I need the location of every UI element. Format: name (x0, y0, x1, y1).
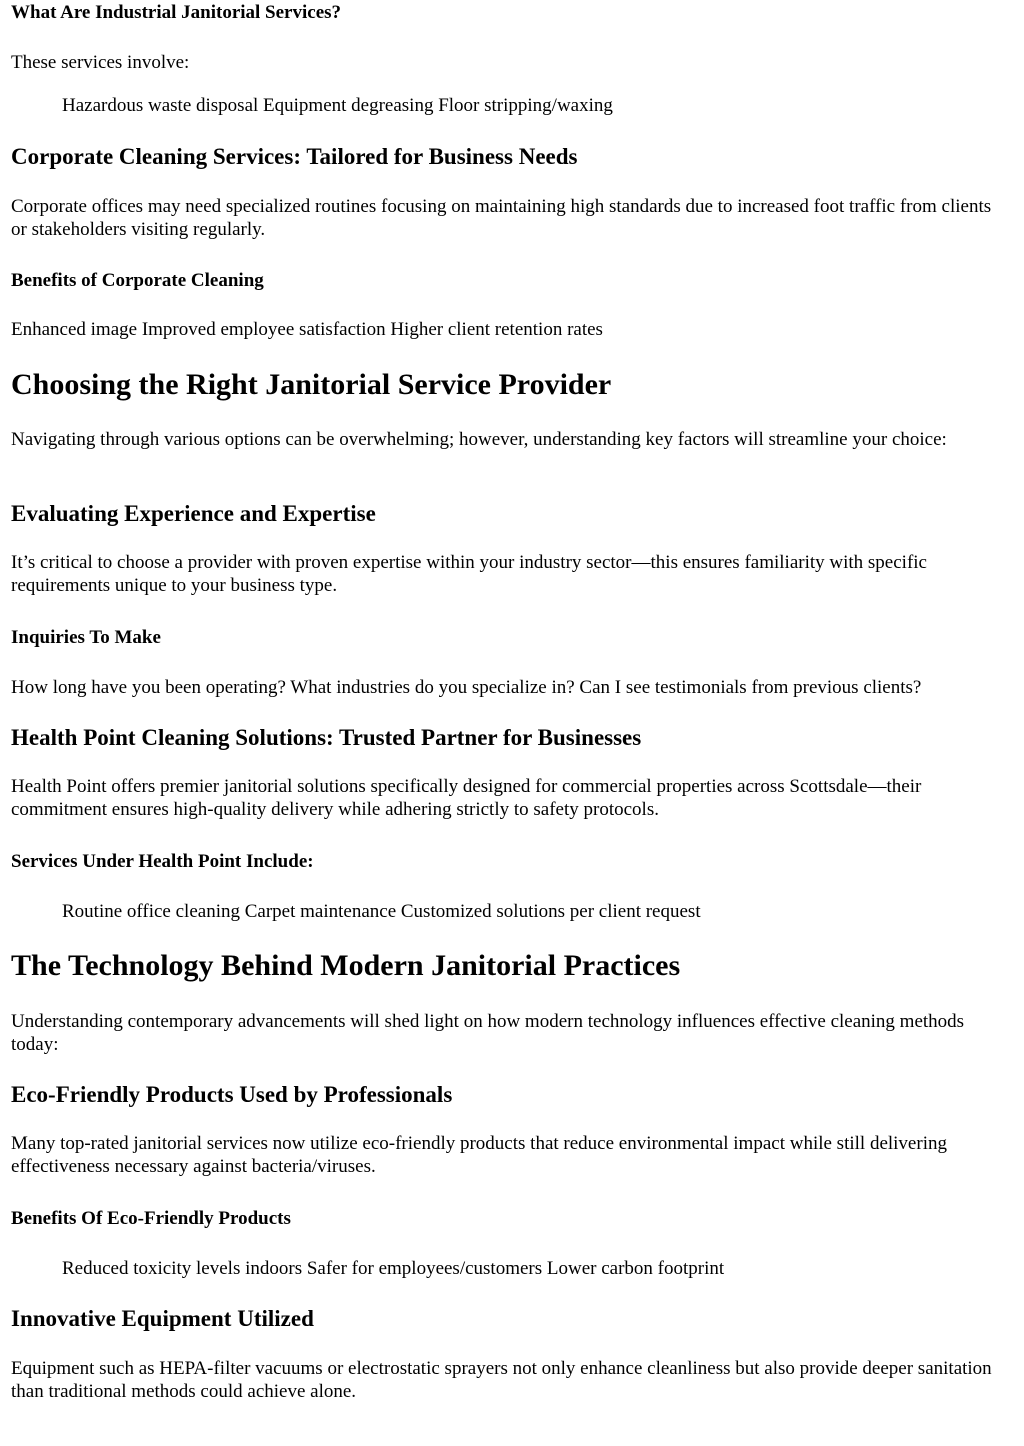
heading-corporate-cleaning: Corporate Cleaning Services: Tailored for Business Needs (11, 144, 578, 169)
subheading-health-point-services: Services Under Health Point Include: (11, 851, 314, 872)
heading-eco-friendly: Eco-Friendly Products Used by Professionals (11, 1082, 453, 1107)
subheading-benefits-corporate: Benefits of Corporate Cleaning (11, 270, 264, 291)
heading-choosing-provider: Choosing the Right Janitorial Service Provider (11, 368, 612, 401)
paragraph-equipment: Equipment such as HEPA-filter vacuums or electrostatic sprayers not only enhance cleanliness but also provide deeper sanitation than traditional methods could achieve alone. (11, 1358, 992, 1402)
paragraph-health-point-offers: Health Point offers premier janitorial solutions specifically designed for commercial properties across Scottsdale—their commitment ensures high-quality delivery while adhering strictly to safety protocols. (11, 776, 922, 820)
paragraph-corporate-offices: Corporate offices may need specialized routines focusing on maintaining high standards due to increased foot traffic from clients or stakeholders visiting regularly. (11, 196, 992, 240)
heading-innovative-equipment: Innovative Equipment Utilized (11, 1306, 314, 1331)
subheading-inquiries: Inquiries To Make (11, 627, 161, 648)
paragraph-provider-expertise: It’s critical to choose a provider with proven expertise within your industry sector—this ensures familiarity with specific requirements unique to your business type. (11, 552, 927, 596)
subheading-eco-benefits: Benefits Of Eco-Friendly Products (11, 1208, 291, 1229)
heading-industrial-janitorial: What Are Industrial Janitorial Services? (11, 2, 342, 23)
paragraph-navigating-options: Navigating through various options can be overwhelming; however, understanding key factors will streamline your choice: (11, 429, 947, 450)
heading-health-point: Health Point Cleaning Solutions: Trusted Partner for Businesses (11, 725, 642, 750)
list-industrial-services: Hazardous waste disposal Equipment degreasing Floor stripping/waxing (62, 95, 613, 116)
paragraph-services-involve: These services involve: (11, 52, 190, 73)
paragraph-contemporary-advancements: Understanding contemporary advancements will shed light on how modern technology influences effective cleaning methods today: (11, 1011, 965, 1055)
list-health-point-services: Routine office cleaning Carpet maintenance Customized solutions per client request (62, 901, 701, 922)
list-eco-benefits: Reduced toxicity levels indoors Safer for employees/customers Lower carbon footprint (62, 1258, 725, 1279)
paragraph-eco-friendly-products: Many top-rated janitorial services now utilize eco-friendly products that reduce environmental impact while still delivering effectiveness necessary against bacteria/viruses. (11, 1133, 947, 1177)
heading-technology: The Technology Behind Modern Janitorial Practices (11, 949, 681, 982)
list-corporate-benefits: Enhanced image Improved employee satisfaction Higher client retention rates (11, 319, 603, 340)
list-inquiries: How long have you been operating? What industries do you specialize in? Can I see testimonials from previous clients? (11, 677, 922, 698)
heading-evaluating-experience: Evaluating Experience and Expertise (11, 501, 376, 526)
